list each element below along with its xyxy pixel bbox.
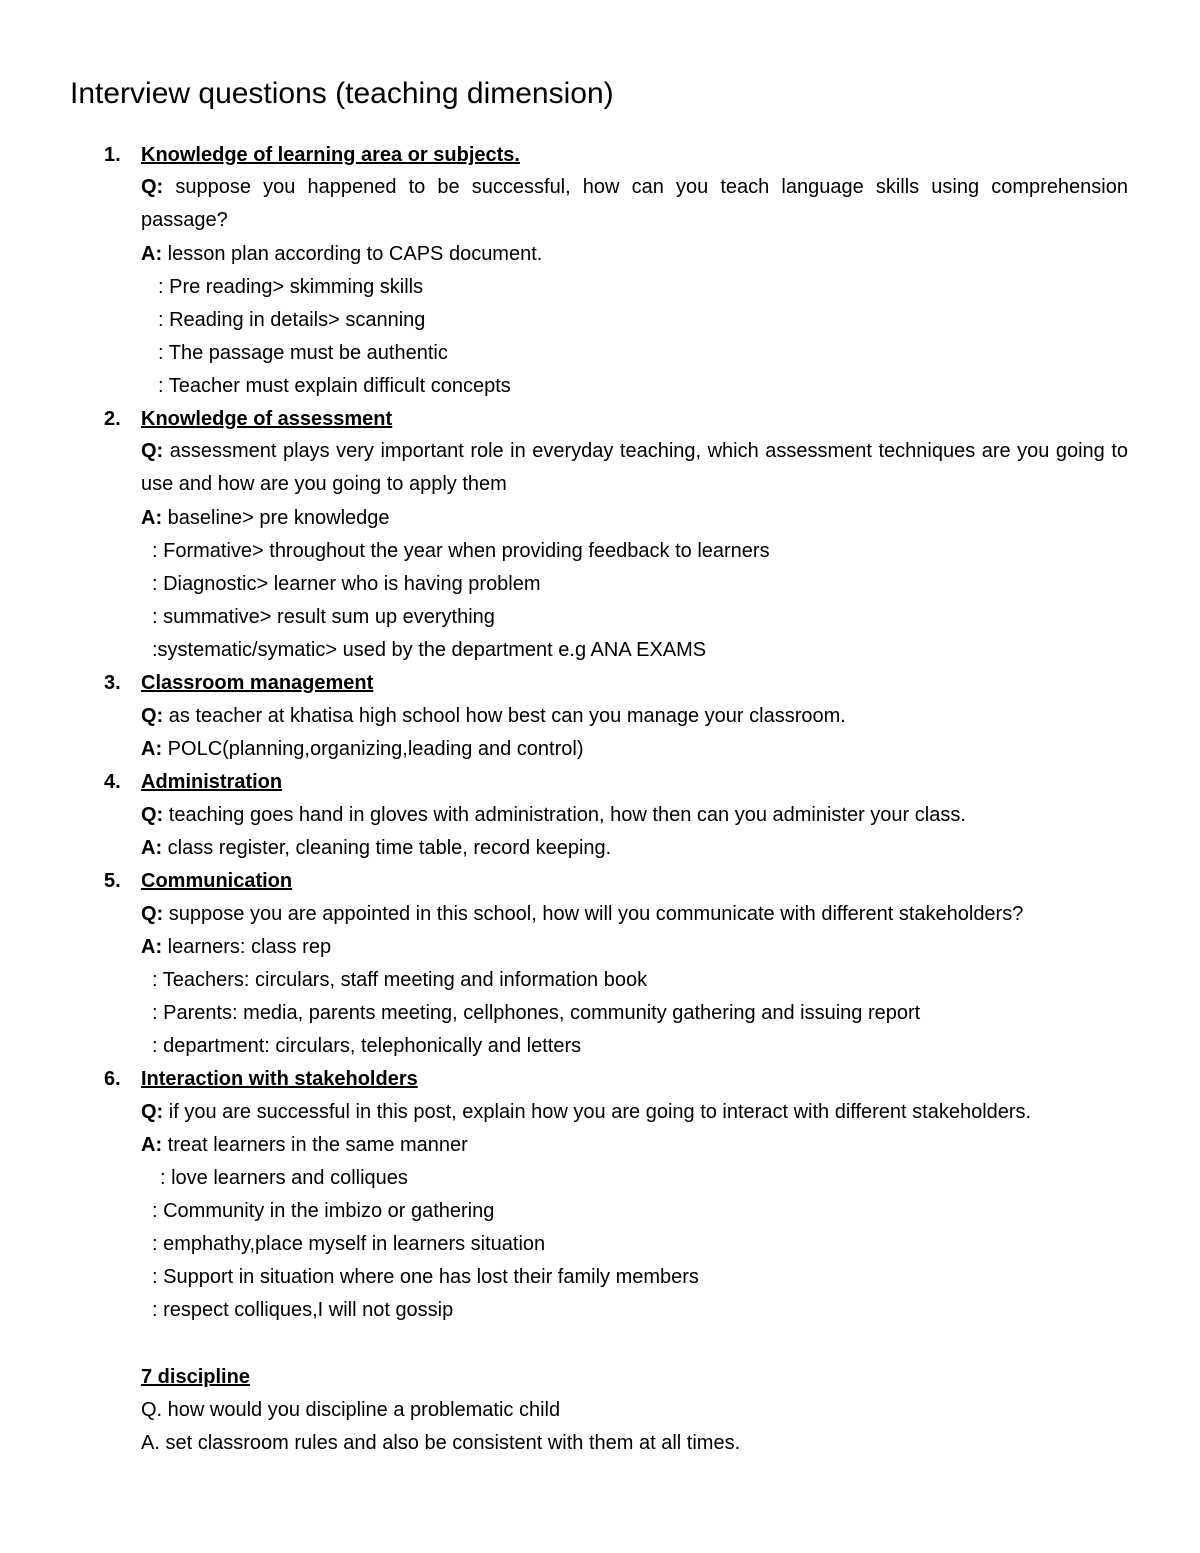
answer-point: : Teachers: circulars, staff meeting and information book (152, 969, 648, 991)
question-body: assessment plays very important role in everyday teaching, which assessment techniques are you going to use and how are you going to apply them (141, 440, 1128, 495)
section-heading: Administration (141, 771, 283, 793)
question-label: Q: (141, 176, 164, 198)
section-heading: 7 discipline (141, 1366, 250, 1388)
answer-point: : The passage must be authentic (158, 342, 448, 364)
answer-point: : Support in situation where one has lost their family members (152, 1266, 699, 1288)
question-text: Q. how would you discipline a problematic child (141, 1399, 561, 1421)
question-label: Q: (141, 440, 164, 462)
question-text (141, 1098, 1031, 1126)
section-number: 6. (104, 1068, 121, 1090)
answer-text (141, 933, 331, 961)
question-text (141, 702, 846, 730)
answer-body: treat learners in the same manner (167, 1134, 468, 1156)
question-body: suppose you are appointed in this school, how will you communicate with different stakeholders? (168, 903, 1024, 925)
question-label: Q: (141, 1101, 164, 1123)
answer-point: : Teacher must explain difficult concepts (158, 375, 511, 397)
answer-text (141, 1131, 468, 1159)
answer-label: A: (141, 837, 163, 859)
answer-body: baseline> pre knowledge (167, 507, 390, 529)
answer-point: : Formative> throughout the year when providing feedback to learners (152, 540, 770, 562)
answer-body: class register, cleaning time table, record keeping. (167, 837, 612, 859)
answer-label: A: (141, 738, 163, 760)
answer-text (141, 735, 584, 763)
section-heading: Interaction with stakeholders (141, 1068, 418, 1090)
answer-point: :systematic/symatic> used by the department e.g ANA EXAMS (152, 639, 707, 661)
section-heading: Knowledge of learning area or subjects. (141, 144, 520, 166)
question-label: Q: (141, 804, 164, 826)
answer-text (141, 504, 390, 532)
answer-label: A: (141, 936, 163, 958)
section-number: 4. (104, 771, 121, 793)
question-label: Q: (141, 705, 164, 727)
answer-point: : love learners and colliques (160, 1167, 408, 1189)
question-body: as teacher at khatisa high school how best can you manage your classroom. (168, 705, 846, 727)
answer-point: : respect colliques,I will not gossip (152, 1299, 454, 1321)
answer-text (141, 240, 542, 268)
section-number: 5. (104, 870, 121, 892)
answer-label: A: (141, 507, 163, 529)
section-heading: Classroom management (141, 672, 374, 694)
question-text (141, 801, 966, 829)
question-text (141, 171, 1128, 237)
answer-label: A: (141, 1134, 163, 1156)
section-heading: Communication (141, 870, 293, 892)
answer-point: : department: circulars, telephonically and letters (152, 1035, 582, 1057)
answer-point: : Community in the imbizo or gathering (152, 1200, 495, 1222)
answer-point: : emphathy,place myself in learners situation (152, 1233, 546, 1255)
page-title: Interview questions (teaching dimension) (70, 77, 614, 110)
answer-label: A: (141, 243, 163, 265)
question-label: Q: (141, 903, 164, 925)
answer-point: : Parents: media, parents meeting, cellphones, community gathering and issuing report (152, 1002, 921, 1024)
question-text (141, 900, 1023, 928)
answer-point: : Pre reading> skimming skills (158, 276, 424, 298)
answer-text: A. set classroom rules and also be consistent with them at all times. (141, 1432, 741, 1454)
section-number: 3. (104, 672, 121, 694)
question-body: if you are successful in this post, explain how you are going to interact with different stakeholders. (168, 1101, 1032, 1123)
question-body: suppose you happened to be successful, how can you teach language skills using comprehension passage? (141, 176, 1128, 231)
answer-body: learners: class rep (167, 936, 332, 958)
answer-point: : summative> result sum up everything (152, 606, 495, 628)
answer-text (141, 834, 611, 862)
answer-point: : Reading in details> scanning (158, 309, 426, 331)
question-text (141, 435, 1128, 501)
answer-point: : Diagnostic> learner who is having problem (152, 573, 541, 595)
answer-body: lesson plan according to CAPS document. (167, 243, 543, 265)
section-heading: Knowledge of assessment (141, 408, 393, 430)
answer-body: POLC(planning,organizing,leading and control) (167, 738, 584, 760)
section-number: 1. (104, 144, 121, 166)
section-number: 2. (104, 408, 121, 430)
question-body: teaching goes hand in gloves with administration, how then can you administer your class. (168, 804, 966, 826)
